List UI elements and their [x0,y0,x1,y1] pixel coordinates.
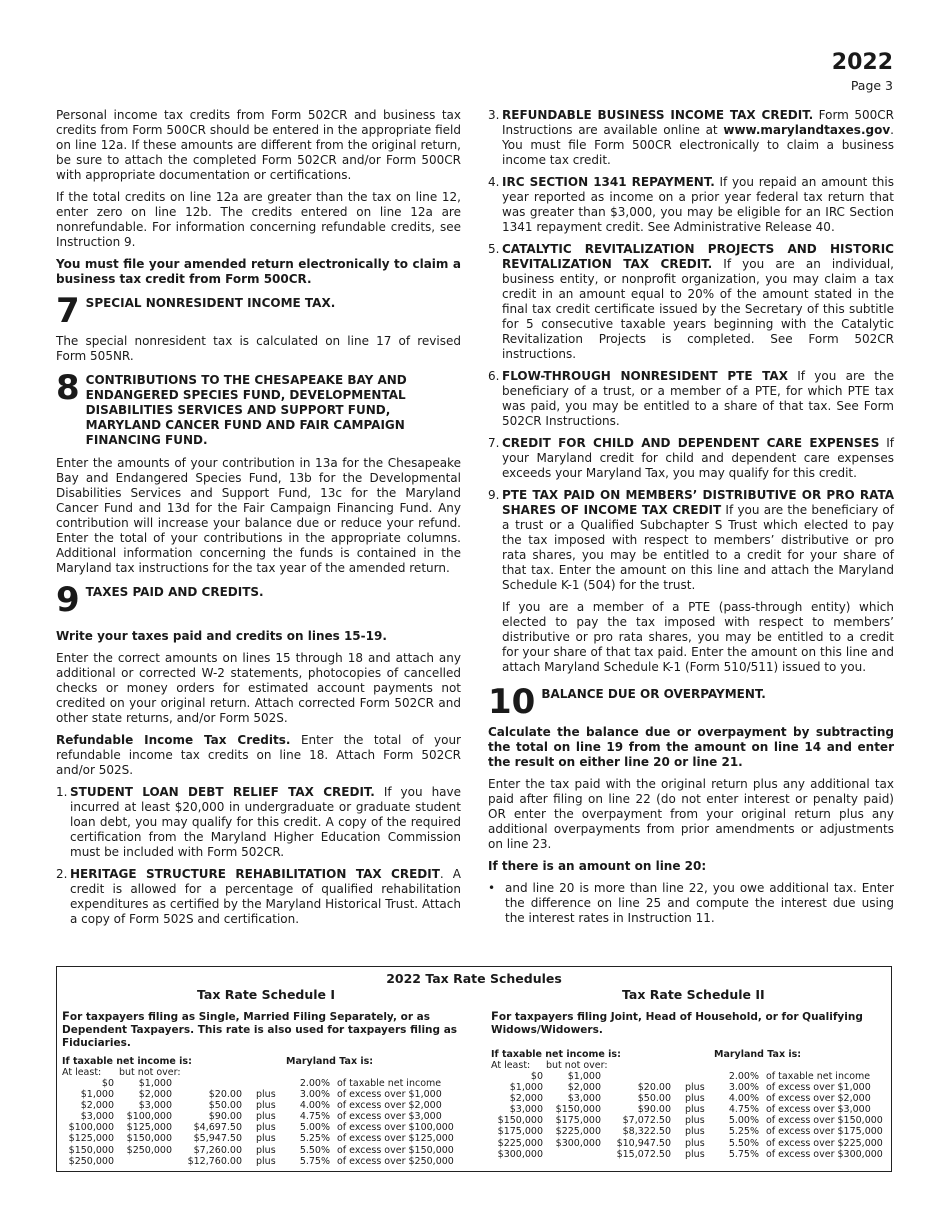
table-cell: of excess over $175,000 [766,1126,883,1138]
item-number: 1. [56,785,68,799]
section-title: CONTRIBUTIONS TO THE CHESAPEAKE BAY AND ENDANGERED SPECIES FUND, DEVELOPMENTAL DISABILITIES SERVICES AND SUPPORT FUND, MARYLAND CANCER FUND AND FAIR CAMPAIGN FINANCING FUND. [85,373,407,447]
table-cell: of taxable net income [337,1078,442,1089]
section-number: 10 [488,682,536,722]
item-lead: FLOW-THROUGH NONRESIDENT PTE TAX [502,369,788,383]
table-cell: $8,322.50 [622,1126,671,1138]
table-cell: $0 [101,1078,114,1089]
table-row [491,1115,886,1126]
section-10-bold-2: If there is an amount on line 20: [488,859,707,873]
table-cell: plus [256,1089,276,1101]
table-cell: $100,000 [126,1111,172,1123]
table-cell: $250,000 [68,1155,114,1167]
tax-rate-schedules [56,966,892,1172]
table-cell: $2,000 [509,1093,543,1105]
table-cell: $175,000 [555,1115,601,1127]
schedule-2-tax-header: Maryland Tax is: [714,1049,802,1060]
table-cell [242,1078,290,1089]
table-cell: of excess over $225,000 [766,1137,883,1149]
table-cell: $5,947.50 [193,1133,242,1145]
list-item [488,369,894,429]
table-cell: $15,072.50 [616,1148,671,1160]
desc-text: or taxpayers filing Joint, Head of Household, or for Qualifying Widows/Widowers. [491,1011,863,1036]
table-cell: $12,760.00 [187,1155,242,1167]
item-text: If you are the beneficiary of a trust or a Qualified Subchapter S Trust which elected to pay the tax imposed with respect to members’ distributive or pro rata shares, you may be entitled to a credit for your share of that tax. Enter the amount on this line and attach the Maryland Schedule K-1 (504) for the trust. [502,503,894,592]
item-text: If your Maryland credit for child and dependent care expenses exceeds your Maryland Tax, you may qualify for this credit. [502,436,895,480]
table-cell [172,1078,242,1089]
table-cell: $20.00 [637,1082,671,1094]
table-row [491,1104,886,1115]
section-7-heading [56,291,461,331]
schedule-1-income-header: If taxable net income is: [62,1056,192,1067]
table-cell [543,1149,601,1160]
table-cell: $50.00 [208,1100,242,1112]
section-9-heading [56,580,461,620]
table-cell: $1,000 [80,1089,114,1101]
table-row [62,1100,457,1111]
table-row [491,1126,886,1137]
item-text: Form 500CR Instructions are available online at [502,108,894,137]
table-row [62,1089,457,1100]
section-number: 8 [56,368,80,408]
table-cell: plus [256,1144,276,1156]
table-cell: $2,000 [567,1082,601,1094]
table-cell [671,1071,719,1082]
table-cell: $150,000 [497,1115,543,1127]
table-cell: $7,072.50 [622,1115,671,1127]
paragraph-electronic-notice: You must file your amended return electronically to claim a business tax credit from Form 500CR. [56,257,461,286]
table-cell: $225,000 [497,1137,543,1149]
table-cell: 4.00% [728,1093,759,1105]
table-cell: of excess over $2,000 [337,1100,442,1112]
paragraph-credits-zero: If the total credits on line 12a are greater than the tax on line 12, enter zero on line 12b. The credits entered on line 12a are nonrefundable. For information concerning refundable credits, see Instruction 9. [56,190,461,249]
table-cell: 3.00% [728,1082,759,1094]
table-cell: $300,000 [555,1137,601,1149]
item-text: If you are an individual, business entity, or nonprofit organization, you may claim a tax credit in an amount equal to 20% of the amount stated in the final tax credit certificate issued by the Secretary of this subtitle for 5 consecutive taxable years beginning with the Catalytic Revitalization Projects is completed. See Form 502CR instructions. [502,257,894,361]
table-cell: 5.00% [299,1122,330,1134]
item-number: 3. [488,108,500,122]
table-cell: of excess over $3,000 [337,1111,442,1123]
item-lead: STUDENT LOAN DEBT RELIEF TAX CREDIT. [70,785,375,799]
table-cell: plus [685,1137,705,1149]
item-lead: CREDIT FOR CHILD AND DEPENDENT CARE EXPENSES [502,436,880,450]
table-cell: of excess over $300,000 [766,1148,883,1160]
bullet-text: and line 20 is more than line 22, you owe additional tax. Enter the difference on line 25 and compute the interest due using the interest rates in Instruction 11. [505,881,894,925]
table-row [491,1138,886,1149]
table-cell: $125,000 [126,1122,172,1134]
table-cell: $50.00 [637,1093,671,1105]
table-cell: plus [685,1104,705,1116]
table-row [62,1156,457,1167]
section-8-text: Enter the amounts of your contribution in 13a for the Chesapeake Bay and Endangered Species Fund, 13b for the Developmental Disabilities Services and Support Fund, 13c for the Maryland Cancer Fund and 13d for the Fair Campaign Financing Fund. Any contribution will increase your balance due or reduce your refund. Enter the total of your contributions in the appropriate columns. Additional information concerning the funds is contained in the Maryland tax instructions for the tax year of the amended return. [56,456,461,575]
section-9-bold: Write your taxes paid and credits on lines 15-19. [56,629,387,643]
table-cell: plus [256,1100,276,1112]
schedule-2-not-over: but not over: [546,1060,608,1071]
bullet-icon: • [488,881,496,895]
item-number: 9. [488,488,500,502]
table-cell: $3,000 [138,1100,172,1112]
section-title: SPECIAL NONRESIDENT INCOME TAX. [85,296,336,310]
table-cell: plus [256,1155,276,1167]
section-10-bold: Calculate the balance due or overpayment by subtracting the total on line 19 from the amount on line 14 and enter the result on either line 20 or line 21. [488,725,894,769]
form-year: 2022 [831,50,893,75]
item-text: If you repaid an amount this year reported as income on a prior year federal tax return that was greater than $3,000, you may be eligible for an IRC Section 1341 repayment credit. See Administrative Release 40. [502,175,894,234]
table-cell: 5.00% [728,1115,759,1127]
schedule-1-title: Tax Rate Schedule I [197,987,336,1002]
table-cell: $7,260.00 [193,1144,242,1156]
desc-initial: F [62,1009,70,1023]
section-number: 9 [56,580,80,620]
table-cell [601,1071,671,1082]
schedule-2-income-header: If taxable net income is: [491,1049,621,1060]
refundable-text: Enter the total of your refundable income tax credits on line 18. Attach Form 502CR and/or 502S. [56,733,461,777]
section-10-heading [488,682,894,722]
table-cell: of excess over $2,000 [766,1093,871,1105]
list-item [488,242,894,362]
table-cell: 5.50% [299,1144,330,1156]
table-cell: of excess over $150,000 [337,1144,454,1156]
right-column [488,108,894,933]
section-number: 7 [56,291,80,331]
schedules-title: 2022 Tax Rate Schedules [386,971,562,986]
website-link[interactable]: www.marylandtaxes.gov [723,123,891,137]
list-item [488,175,894,235]
item-number: 4. [488,175,500,189]
table-cell: $20.00 [208,1089,242,1101]
table-row [491,1093,886,1104]
table-row [62,1122,457,1133]
desc-text: or taxpayers filing as Single, Married Filing Separately, or as Dependent Taxpayers. This rate is also used for taxpayers filing as Fiduciaries. [62,1011,458,1049]
item-number: 6. [488,369,500,383]
table-cell: plus [685,1126,705,1138]
schedule-2-title: Tax Rate Schedule II [622,987,765,1002]
section-title: TAXES PAID AND CREDITS. [85,585,264,599]
table-cell: $90.00 [637,1104,671,1116]
table-cell: 5.25% [299,1133,330,1145]
table-cell: of excess over $100,000 [337,1122,454,1134]
table-cell: 2.00% [728,1071,759,1082]
refundable-credits-paragraph [56,733,461,778]
table-row [62,1111,457,1122]
schedule-1-table [62,1078,457,1167]
table-row [491,1149,886,1160]
table-cell: $150,000 [68,1144,114,1156]
table-cell: plus [256,1133,276,1145]
schedule-1-not-over: but not over: [119,1067,181,1078]
item-lead: HERITAGE STRUCTURE REHABILITATION TAX CREDIT [70,867,440,881]
page-number: Page 3 [850,78,893,93]
table-cell: $1,000 [509,1082,543,1094]
table-row [491,1082,886,1093]
section-8-heading [56,368,461,448]
table-cell: $150,000 [555,1104,601,1116]
table-cell: of excess over $3,000 [766,1104,871,1116]
table-row [491,1071,886,1082]
section-9-text: Enter the correct amounts on lines 15 through 18 and attach any additional or corrected W-2 statements, photocopies of cancelled checks or money orders for estimated account payments not credited on your original return. Attach corrected Form 502CR and other state returns, and/or Form 502S. [56,651,461,725]
table-cell: $3,000 [567,1093,601,1105]
table-cell: 5.75% [728,1148,759,1160]
refundable-lead: Refundable Income Tax Credits. [56,733,291,747]
table-cell: 3.00% [299,1089,330,1101]
item-text: If you have incurred at least $20,000 in undergraduate or graduate student loan debt, you may qualify for this credit. A copy of the required certification from the Maryland Higher Education Commission must be included with Form 502CR. [70,785,462,859]
table-cell: $100,000 [68,1122,114,1134]
table-cell: of excess over $125,000 [337,1133,454,1145]
table-row [62,1133,457,1144]
table-cell: 5.25% [728,1126,759,1138]
table-cell: 4.75% [299,1111,330,1123]
schedule-1-at-least: At least: [62,1067,102,1078]
item-lead: PTE TAX PAID ON MEMBERS’ DISTRIBUTIVE OR PRO RATA SHARES OF INCOME TAX CREDIT [502,488,894,517]
table-row [62,1145,457,1156]
list-item [56,867,461,927]
table-cell: plus [256,1111,276,1123]
table-cell: of excess over $1,000 [766,1082,871,1094]
table-cell: plus [256,1122,276,1134]
table-cell: plus [685,1082,705,1094]
item-lead: CATALYTIC REVITALIZATION PROJECTS AND HISTORIC REVITALIZATION TAX CREDIT. [502,242,894,271]
table-cell [114,1156,172,1167]
list-item [488,108,894,168]
item-number: 7. [488,436,500,450]
table-cell: $10,947.50 [616,1137,671,1149]
section-title: BALANCE DUE OR OVERPAYMENT. [541,687,766,701]
table-cell: 4.00% [299,1100,330,1112]
table-cell: $0 [530,1071,543,1082]
schedule-2-table [491,1071,886,1160]
table-row [62,1078,457,1089]
table-cell: of excess over $150,000 [766,1115,883,1127]
list-item [56,785,461,860]
item-text: . A credit is allowed for a percentage of qualified rehabilitation expenditures as certified by the Maryland Historical Trust. Attach a copy of Form 502S and certification. [70,867,462,926]
item-lead: REFUNDABLE BUSINESS INCOME TAX CREDIT. [502,108,814,122]
section-10-text: Enter the tax paid with the original return plus any additional tax paid after filing on line 22 (do not enter interest or penalty paid) OR enter the overpayment from your original return plus any additional overpayments from prior amendments or adjustments on line 23. [488,777,894,851]
table-cell: $125,000 [68,1133,114,1145]
table-cell: of excess over $250,000 [337,1155,454,1167]
table-cell: $3,000 [509,1104,543,1116]
schedule-1-description [62,1010,472,1050]
table-cell: of excess over $1,000 [337,1089,442,1101]
table-cell: 5.50% [728,1137,759,1149]
table-cell: $3,000 [80,1111,114,1123]
table-cell: 2.00% [299,1078,330,1089]
item-text: If you are the beneficiary of a trust, or a member of a PTE, for which PTE tax was paid, you may be entitled to a share of that tax. See Form 502CR Instructions. [502,369,895,428]
item-number: 5. [488,242,500,256]
table-cell: $2,000 [138,1089,172,1101]
table-cell: $1,000 [567,1071,601,1082]
schedule-2-description [491,1010,886,1037]
table-cell: of taxable net income [766,1071,871,1082]
paragraph-credits-entry: Personal income tax credits from Form 502CR and business tax credits from Form 500CR should be entered in the appropriate field on line 12a. If these amounts are different from the original return, be sure to attach the completed Form 502CR and/or Form 500CR with appropriate documentation or certifications. [56,108,461,182]
table-cell: $1,000 [138,1078,172,1089]
section-7-text: The special nonresident tax is calculated on line 17 of revised Form 505NR. [56,334,461,363]
schedule-1-tax-header: Maryland Tax is: [286,1056,374,1067]
list-item [488,881,894,926]
table-cell: $300,000 [497,1148,543,1160]
list-item [488,488,894,593]
table-cell: $90.00 [208,1111,242,1123]
item-lead: IRC SECTION 1341 REPAYMENT. [502,175,715,189]
table-cell: $4,697.50 [193,1122,242,1134]
item-9-continuation: If you are a member of a PTE (pass-through entity) which elected to pay the tax imposed with respect to members’ distributive or pro rata shares, you may be entitled to a credit for your share of that tax paid. Enter the amount on this line and attach Maryland Schedule K-1 (Form 510/511) issued to you. [502,600,894,674]
table-cell: $175,000 [497,1126,543,1138]
table-cell: $150,000 [126,1133,172,1145]
left-column [56,108,461,934]
list-item [488,436,894,481]
table-cell: $225,000 [555,1126,601,1138]
table-cell: plus [685,1148,705,1160]
table-cell: 5.75% [299,1155,330,1167]
desc-initial: F [491,1009,499,1023]
table-cell: $2,000 [80,1100,114,1112]
table-cell: 4.75% [728,1104,759,1116]
table-cell: plus [685,1093,705,1105]
item-text: . You must file Form 500CR electronically to claim a business income tax credit. [502,123,894,167]
schedule-2-at-least: At least: [491,1060,531,1071]
table-cell: $250,000 [126,1144,172,1156]
item-number: 2. [56,867,68,881]
table-cell: plus [685,1115,705,1127]
